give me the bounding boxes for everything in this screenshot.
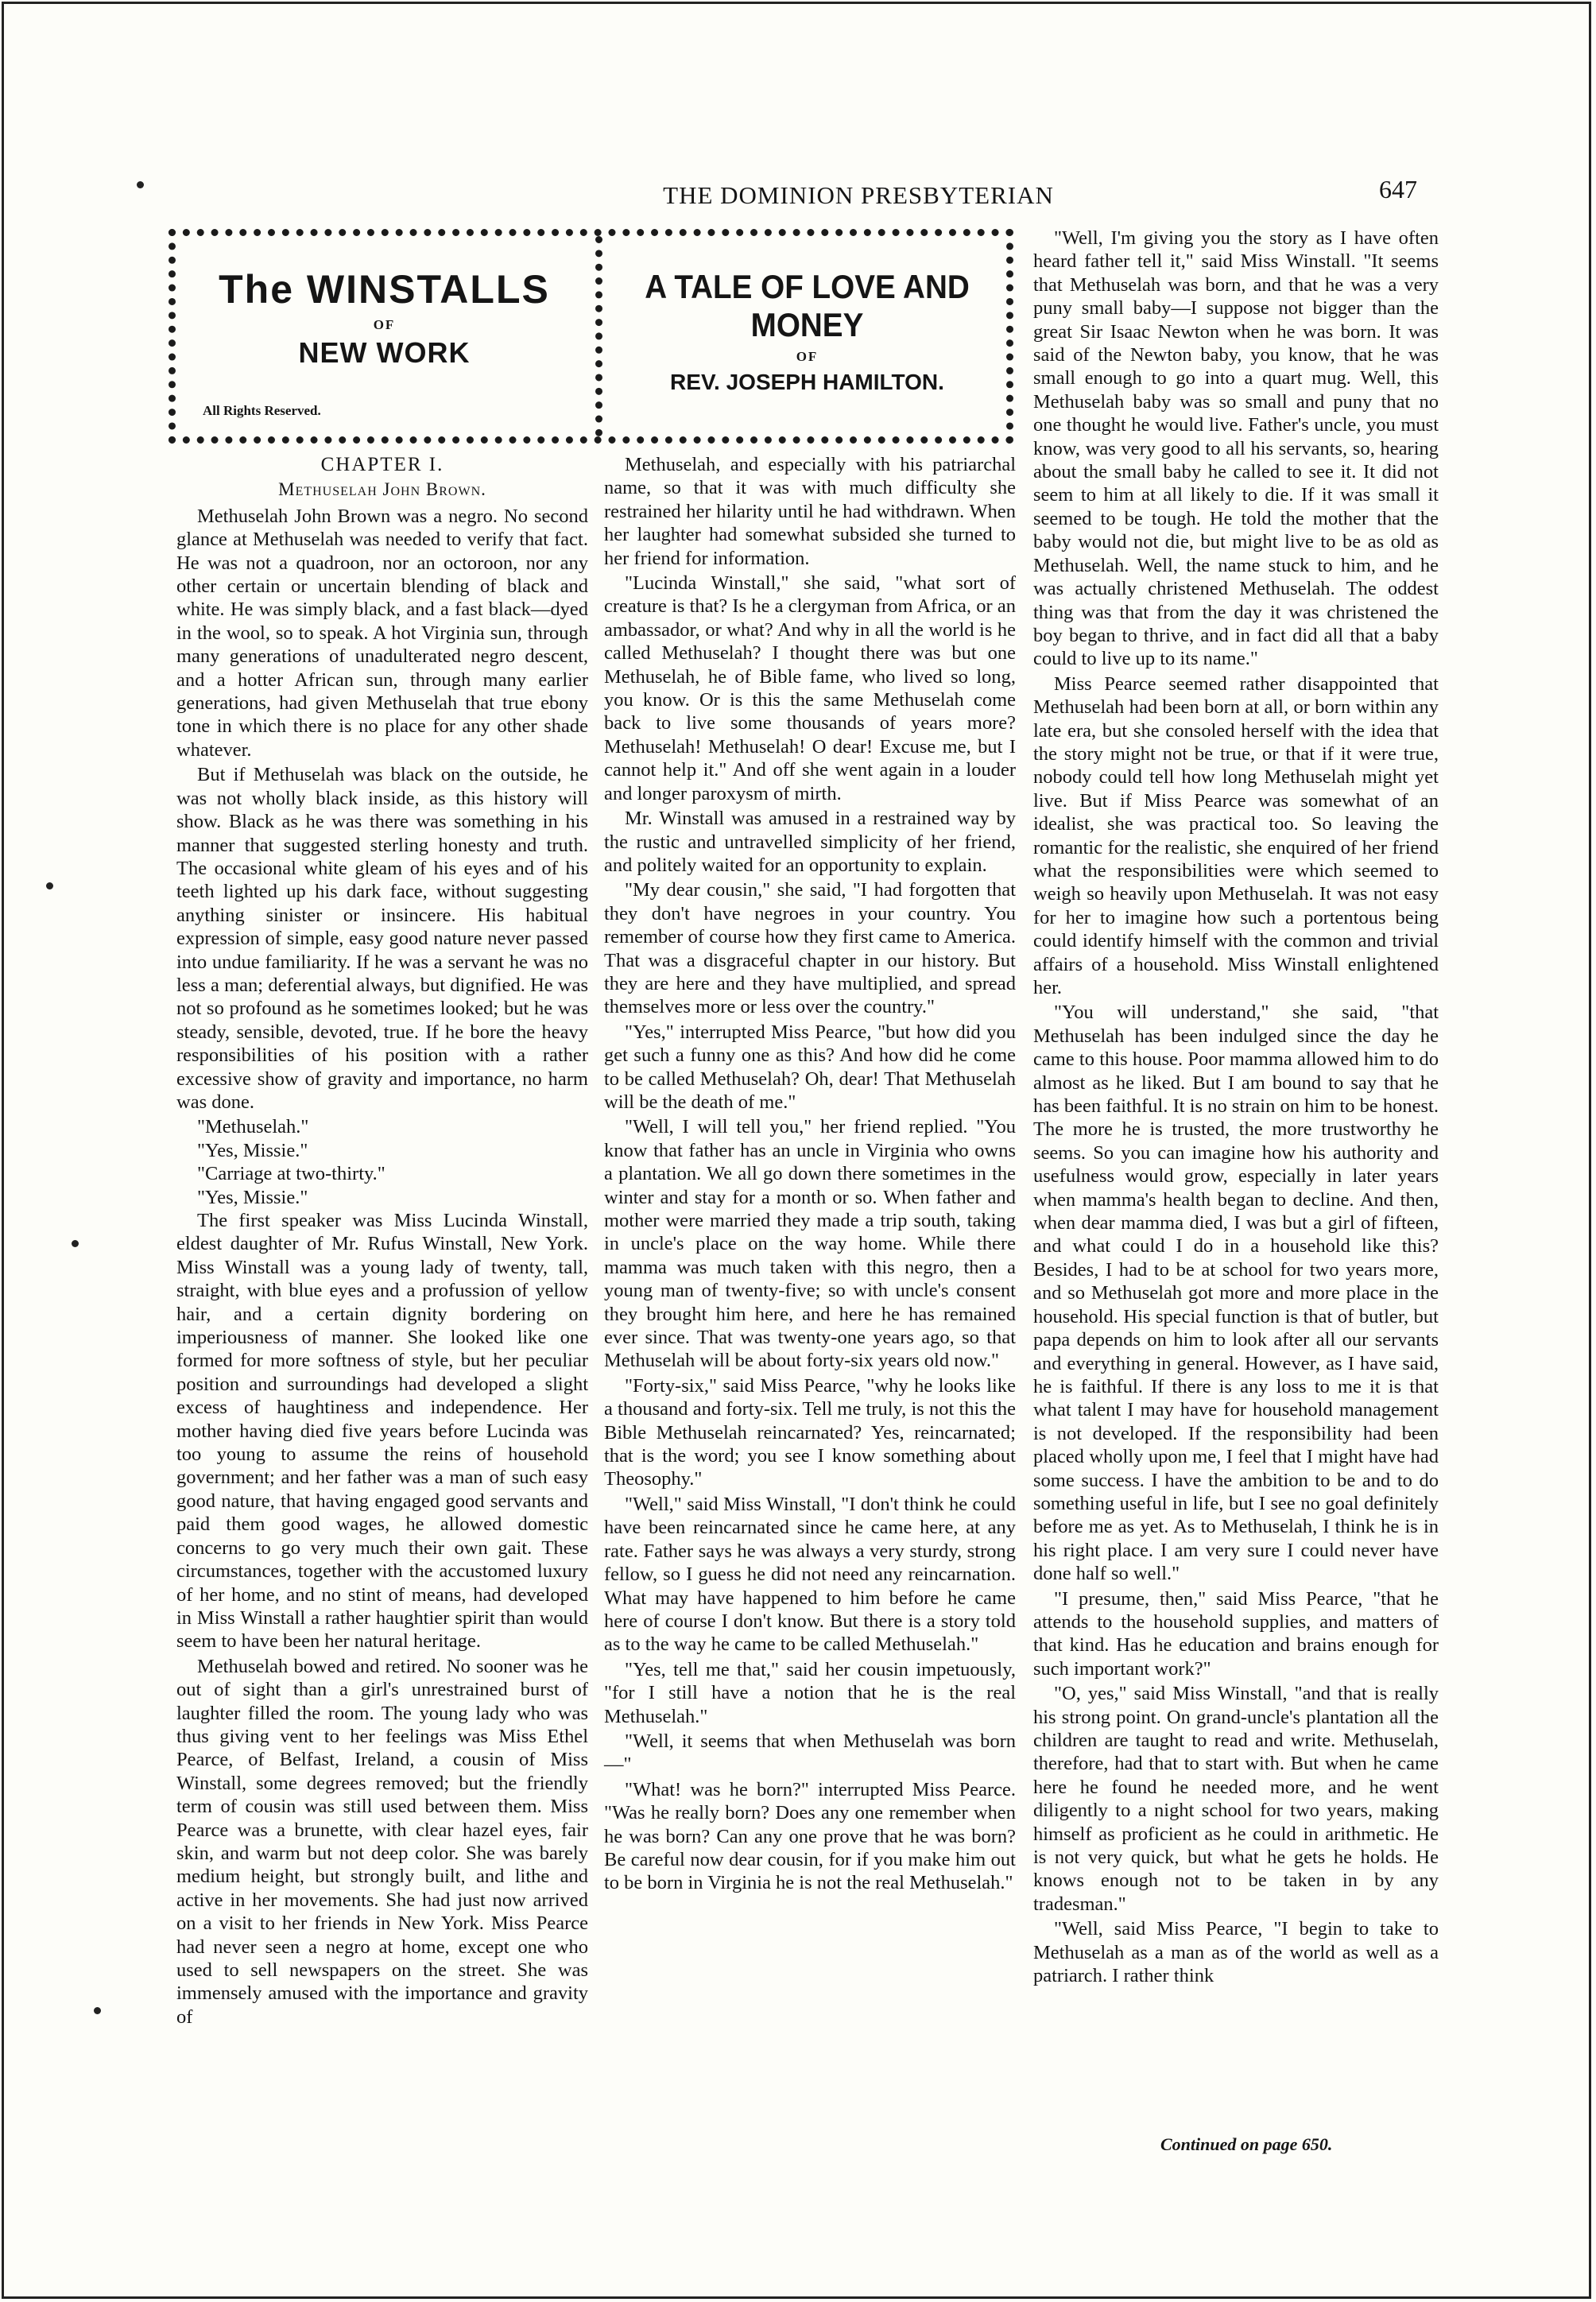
margin-dot [46, 882, 53, 889]
of-label: OF [796, 349, 819, 364]
running-head: THE DOMINION PRESBYTERIAN [663, 181, 1054, 209]
margin-dot [94, 2007, 101, 2014]
column-3 [1033, 227, 1439, 1989]
paragraph: "O, yes," said Miss Winstall, "and that is really his strong point. On grand-uncle's plantation all the children are taught to read and write. Methuselah, therefore, had that to start with. But when he came here he found he needed more, and he went diligently to a night school for two years, making himself as proficient as he could in arithmetic. He is not very quick, but what he gets he holds. He knows enough not to be taken in by any tradesman." [1033, 1683, 1439, 1915]
author-name: REV. JOSEPH HAMILTON. [670, 370, 944, 394]
dialogue-line: "Yes, Missie." [197, 1186, 308, 1208]
paragraph: "Yes," interrupted Miss Pearce, "but how did you get such a funny one as this? And how did he come to be called Methuselah? Oh, dear! That Methuselah will be the death of me." [604, 1021, 1016, 1113]
column-1 [176, 453, 588, 2030]
title-box-divider [595, 236, 602, 436]
paragraph: "You will understand," she said, "that Methuselah has been indulged since the day he came to this house. Poor mamma allowed him to do almost as he liked. But I am bound to say that he has been faithful. It is no strain on him to be honest. The more he is trusted, the more trustworthy he seems. So you can imagine how his authority and usefulness would grow, especially in later years when mamma's health began to decline. And then, when dear mamma died, I was but a girl of fifteen, and what could I do in a household like this? Besides, I had to be at school for two years more, and so Methuselah got more and more place in the household. His special function is that of butler, but papa depends on him to look after all our servants and everything in general. However, as I have said, he is faithful. If there is any loss to me it is that what talent I may have for household management is not developed. If the responsibility had been placed wholly upon me, I feel that I might have had some success. I have the ambition to be and to do something useful in life, but I see no goal definitely before me as yet. As to Methuselah, I think he is in his right place. I am very sure I could never have done half so well." [1033, 1002, 1439, 1585]
paragraph: "I presume, then," said Miss Pearce, "that he attends to the household supplies, and matters of that kind. Has he education and brains enough for such important work?" [1033, 1587, 1439, 1680]
dialogue-line: "Yes, Missie." [197, 1139, 308, 1161]
page-number: 647 [1379, 175, 1417, 203]
chapter-subtitle: Methuselah John Brown. [278, 479, 486, 500]
rights-notice: All Rights Reserved. [203, 403, 321, 418]
paragraph: Mr. Winstall was amused in a restrained way by the rustic and untravelled simplicity of her friend, and politely waited for an opportunity to explain. [604, 808, 1016, 876]
margin-dot [72, 1240, 79, 1247]
paragraph: "What! was he born?" interrupted Miss Pearce. "Was he really born? Does any one remember when he was born? Can any one prove that he was born? Be careful now dear cousin, for if you make him out to be born in Virginia he is not the real Methuselah." [604, 1778, 1016, 1894]
story-title: The WINSTALLS [219, 267, 550, 312]
title-box [169, 229, 1013, 444]
title-left [176, 250, 593, 436]
paragraph: "Well, I will tell you," her friend replied. "You know that father has an uncle in Virginia who owns a plantation. We all go down there sometimes in the winter and stay for a month or so. When father and mother were married they made a trip south, taking in uncle's place on the way home. While there mamma was much taken with this negro, then a young man of twenty-five; so with uncle's consent they brought him here, and here he has remained ever since. That was twenty-one years ago, so that Methuselah will be about forty-six years old now." [604, 1116, 1016, 1372]
paragraph: "Well," said Miss Winstall, "I don't think he could have been reincarnated since he came here, at any rate. Father says he was always a very sturdy, strong fellow, so I guess he did not need any reincarnation. What may have happened to him before he came here of course I don't know. But there is a story told as to the way he came to be called Methuselah." [604, 1493, 1016, 1656]
chapter-title: CHAPTER I. [320, 454, 444, 475]
paragraph: "Well, I'm giving you the story as I have often heard father tell it," said Miss Winstall. "It seems that Methuselah was born, and that he was a very puny small baby—I suppose not bigger than the great Sir Isaac Newton when he was born. It was said of the Newton baby, you know, that he was small enough to go into a quart mug. Well, this Methuselah baby was so small and puny that no one thought he would live. Father's uncle, you must know, was very good to all his servants, so, hearing about the small baby he called to see it. It did not seem to him at all likely to die. If it was small it seemed to be tough. He told the mother that the baby would not die, but might live to be as old as Methuselah. Well, the name stuck to him, and he was actually christened Methuselah. The oddest thing was that from the day it was christened the boy began to thrive, and in fact did all that a baby could to live up to its name." [1033, 227, 1439, 670]
story-tagline: A TALE OF LOVE AND MONEY [645, 268, 970, 343]
dialogue-line: "Carriage at two-thirty." [197, 1163, 385, 1185]
paragraph: The first speaker was Miss Lucinda Winstall, eldest daughter of Mr. Rufus Winstall, New York. Miss Winstall was a young lady of twenty, tall, straight, with blue eyes and a profussion of yellow hair, and a certain dignity bordering on imperiousness of manner. She looked like one formed for more softness of style, but her peculiar position and surroundings had developed a slight excess of haughtiness and independence. Her mother having died five years before Lucinda was too young to assume the reins of household government; and her father was a man of such easy good nature, that having engaged good servants and paid them good wages, he allowed domestic concerns to go very much their own gait. These circumstances, together with the accustomed luxury of her home, and no stint of means, had developed in Miss Winstall a rather haughtier spirit than would seem to have been her natural heritage. [176, 1210, 588, 1653]
continued-notice: Continued on page 650. [1160, 2134, 1333, 2154]
dialogue-line: "Methuselah." [197, 1116, 309, 1138]
paragraph: But if Methuselah was black on the outside, he was not wholly black inside, as this history will show. Black as he was there was something in his manner that suggested sterling honesty and truth. The occasional white gleam of his eyes and of his teeth lighted up his dark face, without suggesting anything sinister or insincere. His habitual expression of simple, easy good nature never passed into undue familiarity. If he was a servant he was no less a man; deferential always, but dignified. He was not so profound as he sometimes looked; but he was steady, sensible, devoted, true. If he bore the heavy responsibilities of his position with a rather excessive show of gravity and importance, no harm was done. [176, 764, 588, 1113]
paragraph: "Well, said Miss Pearce, "I begin to take to Methuselah as a man as of the world as well as a patriarch. I rather think [1033, 1918, 1439, 1987]
paragraph: Miss Pearce seemed rather disappointed that Methuselah had been born at all, or born within any late era, but she consoled herself with the idea that the story might not be true, or that if it were true, nobody could tell how long Methuselah might yet live. But if Miss Pearce was somewhat of an idealist, she was practical too. So leaving the romantic for the realistic, she enquired of her friend what the responsibilities were which seemed to weigh so heavily upon Methuselah. It was not easy for her to imagine how such a portentous being could identify himself with the common and trivial affairs of a household. Miss Winstall enlightened her. [1033, 672, 1439, 998]
story-subtitle: NEW WORK [298, 336, 471, 369]
paragraph: "Lucinda Winstall," she said, "what sort of creature is that? Is he a clergyman from Africa, or an ambassador, or what? And why in all the world is he called Methuselah? I thought there was but one Methuselah, he of Bible fame, who lived so long, you know. Or is this the same Methuselah come back to live some thousands of years more? Methuselah! Methuselah! O dear! Excuse me, but I cannot help it." And off she went again in a louder and longer paroxysm of mirth. [604, 572, 1016, 804]
paragraph: Methuselah John Brown was a negro. No second glance at Methuselah was needed to verify that fact. He was not a quadroon, nor an octoroon, nor any other certain or uncertain blending of black and white. He was simply black, and a fast black—dyed in the wool, so to speak. A hot Virginia sun, through many generations of unadulterated negro descent, and a hotter African sun, through many earlier generations, had given Methuselah that true ebony tone in which there is no place for any other shade whatever. [176, 505, 588, 761]
paragraph: "Yes, tell me that," said her cousin impetuously, "for I still have a notion that he is the real Methuselah." [604, 1658, 1016, 1727]
paragraph: "Well, it seems that when Methuselah was born—" [604, 1730, 1016, 1776]
paragraph: "Forty-six," said Miss Pearce, "why he looks like a thousand and forty-six. Tell me truly, is not this the Bible Methuselah reincarnated? Yes, reincarnated; that is the word; you see I know something about Theosophy." [604, 1374, 1016, 1490]
of-label: OF [373, 317, 396, 332]
title-right [606, 250, 1008, 436]
column-2 [604, 453, 1016, 1897]
paragraph: Methuselah, and especially with his patriarchal name, so that it was with much difficulty she restrained her hilarity until he had withdrawn. When her laughter had somewhat subsided she turned to her friend for information. [604, 454, 1016, 569]
paragraph: Methuselah bowed and retired. No sooner was he out of sight than a girl's unrestrained burst of laughter filled the room. The young lady who was thus giving vent to her feelings was Miss Ethel Pearce, of Belfast, Ireland, a cousin of Miss Winstall, some degrees removed; but the friendly term of cousin was still used between them. Miss Pearce was a brunette, with clear hazel eyes, fair skin, and warm but not deep color. She was barely medium height, but strongly built, and lithe and active in her movements. She had just now arrived on a visit to her friends in New York. Miss Pearce had never seen a negro at home, except one who used to sell newspapers on the street. She was immensely amused with the importance and gravity of [176, 1655, 588, 2028]
margin-dot [137, 181, 144, 188]
paragraph: "My dear cousin," she said, "I had forgotten that they don't have negroes in your country. You remember of course how they first came to America. That was a disgraceful chapter in our history. But they are here and they have multiplied, and spread themselves more or less over the country." [604, 879, 1016, 1018]
